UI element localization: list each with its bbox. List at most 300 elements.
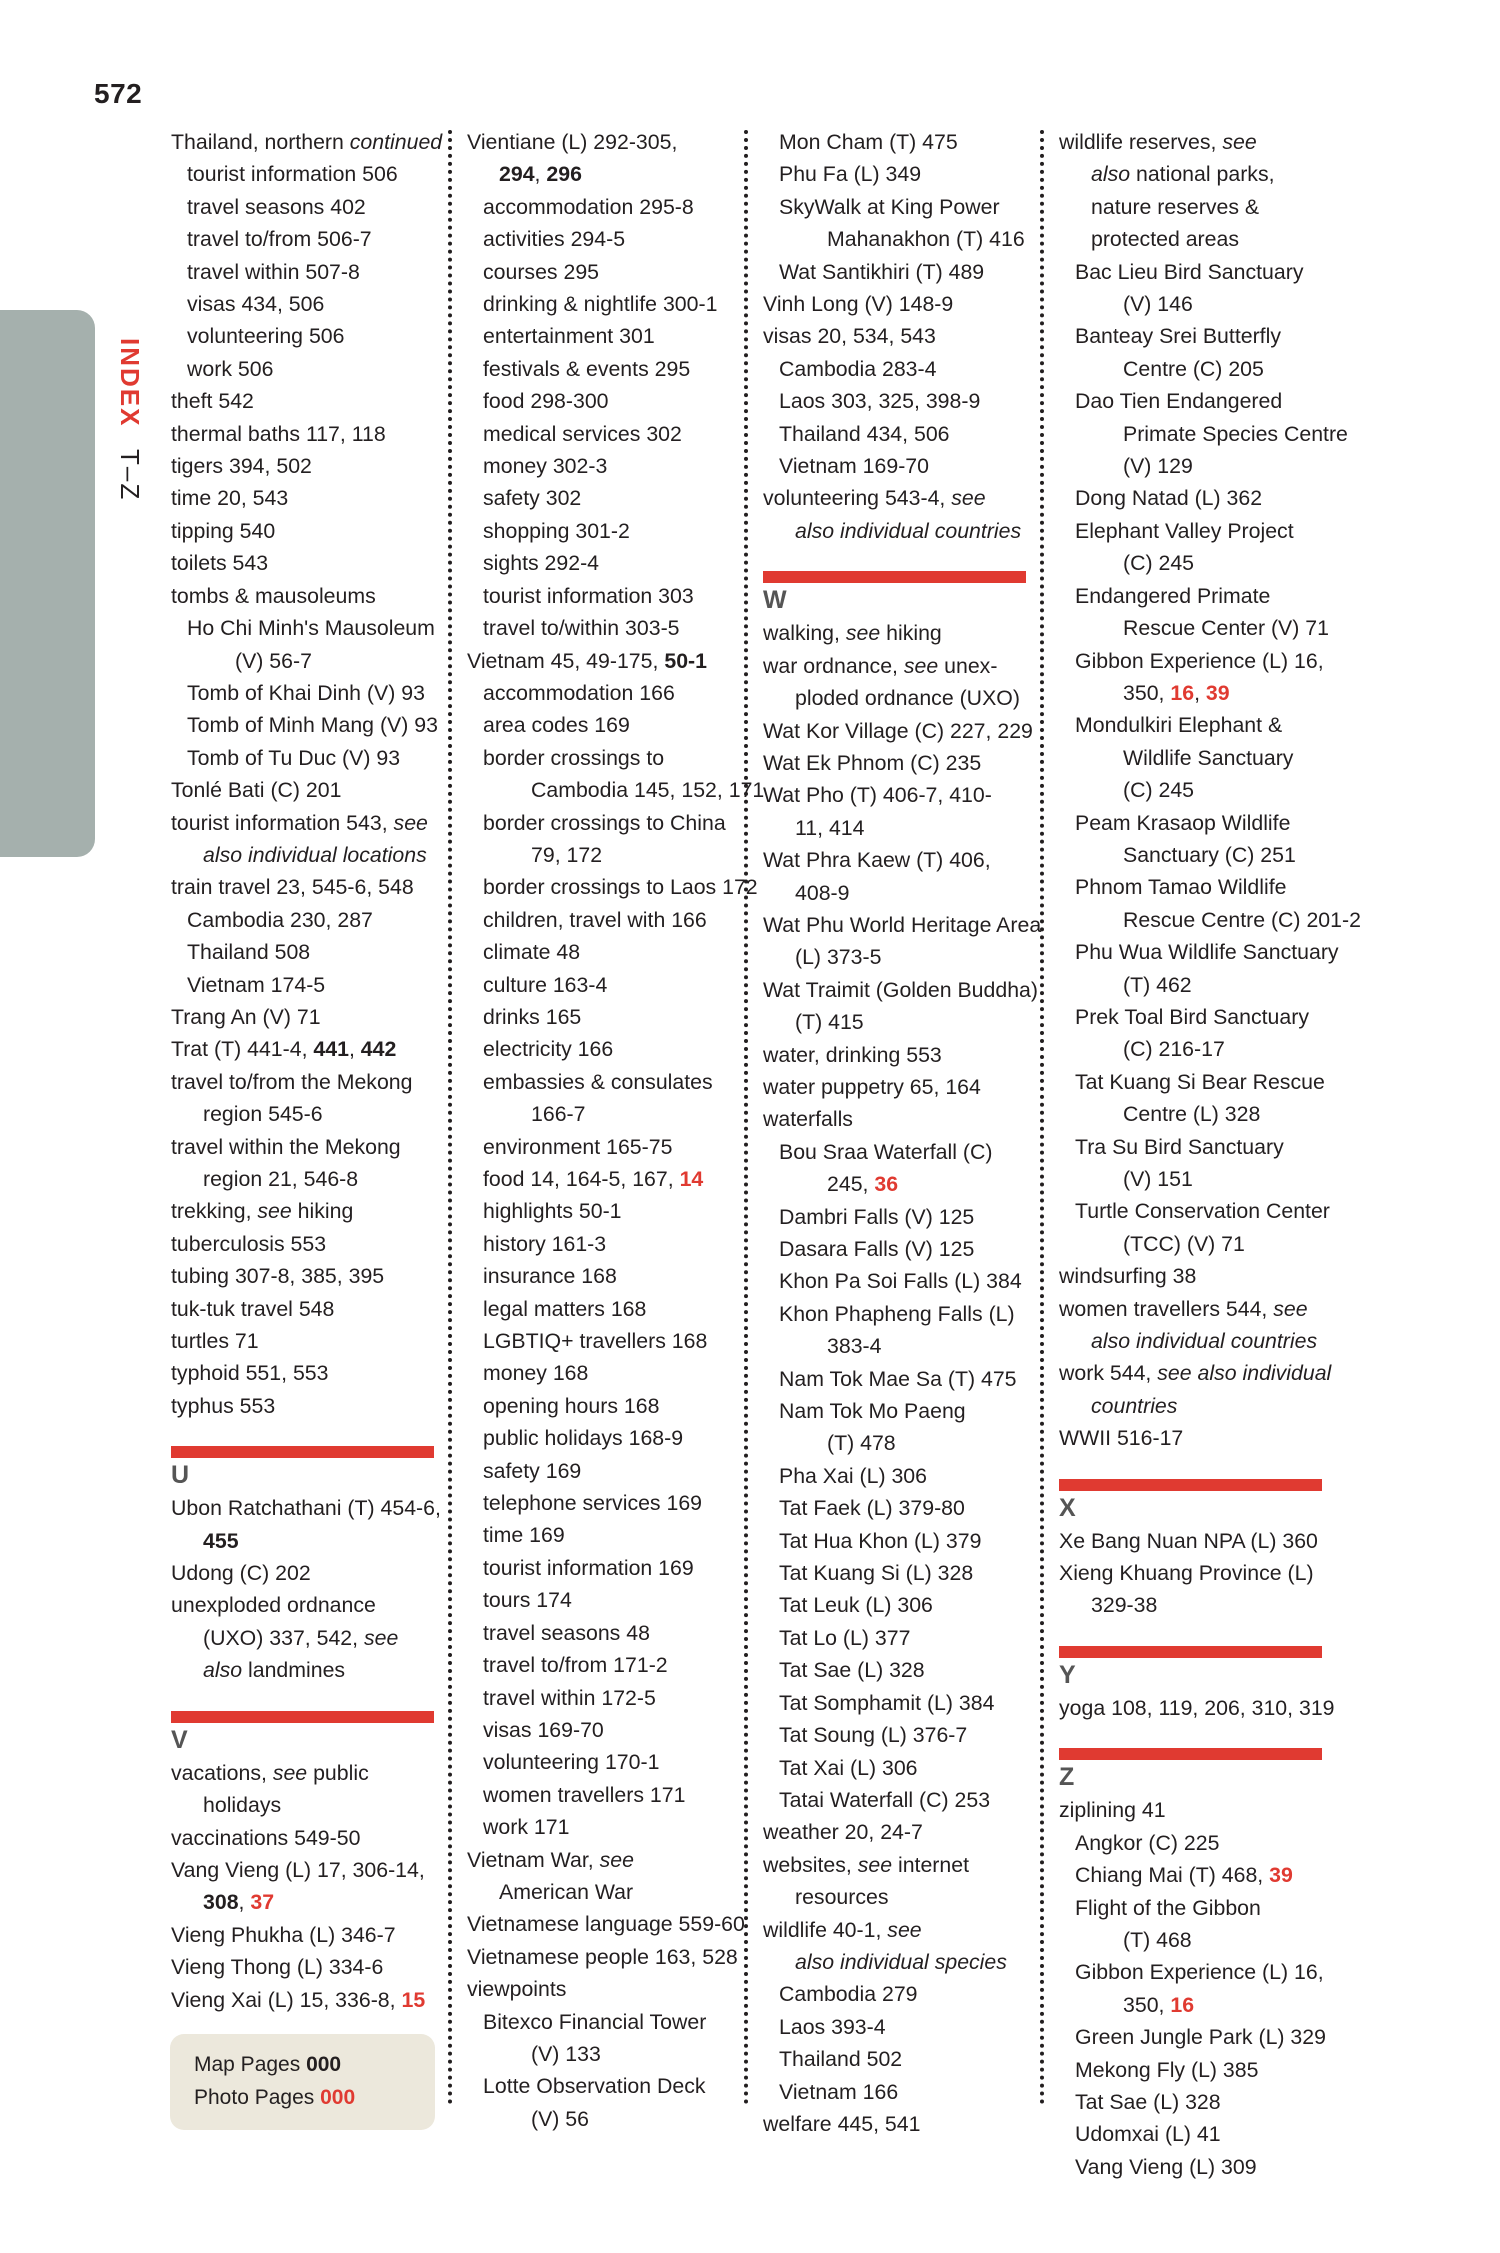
index-entry [171,1357,439,1389]
entry-line [483,1686,656,1710]
index-subentry [171,223,439,255]
entry-text: medical services 302 [483,421,682,446]
index-subentry [763,2076,1031,2108]
entry-continuation-line [483,774,765,806]
entry-line [483,1621,650,1645]
entry-line [1075,2058,1258,2082]
index-entry [763,2108,1031,2140]
index-subentry [763,1687,1031,1719]
entry-text: (T) 478 [827,1431,896,1456]
entry-line [1059,1798,1166,1822]
index-entry [171,482,439,514]
entry-continuation-line [1075,1163,1327,1195]
index-subentry [467,1552,735,1584]
index-entry [763,1914,1031,1979]
entry-text: public holidays 168-9 [483,1426,684,1451]
entry-continuation-line [171,1622,439,1654]
entry-continuation-line [763,515,1031,547]
entry-line [187,357,273,381]
index-entry [171,1325,439,1357]
entry-text: Tomb of Minh Mang (V) 93 [187,713,438,738]
entry-text: Mon Cham (T) 475 [779,130,958,154]
entry-text: Dao Tien Endangered [1075,389,1283,414]
entry-text: tourist information 303 [483,583,694,608]
entry-line [467,1912,745,1936]
map-page-ref: 308 [203,1890,239,1915]
index-subentry [763,1492,1031,1524]
cross-reference-text: see also individual [1157,1361,1332,1386]
index-subentry [171,904,439,936]
cross-reference-text: see [599,1847,634,1872]
entry-text: , [348,1037,361,1062]
entry-text: Angkor (C) 225 [1075,1830,1220,1855]
entry-text: tipping 540 [171,518,276,543]
entry-line [483,357,690,381]
entry-text: vaccinations 549-50 [171,1825,361,1850]
entry-text: sights 292-4 [483,551,600,576]
index-subentry [467,612,735,644]
index-entry [763,715,1031,747]
index-entry [171,1492,439,1557]
index-subentry [467,807,735,872]
entry-continuation-line [763,877,1031,909]
entry-line [1075,1863,1293,1887]
entry-line [779,1982,918,2006]
entry-text: tuk-tuk travel 548 [171,1296,335,1321]
entry-line [779,1237,974,1261]
cross-reference-text: also [1091,162,1131,187]
entry-text: travel within 507-8 [187,259,360,284]
index-entry [171,1557,439,1589]
entry-line [1075,2025,1326,2049]
index-subentry [763,450,1031,482]
entry-text: Centre (C) 205 [1123,356,1264,381]
entry-continuation-line [171,1654,439,1686]
index-entry [763,1816,1031,1848]
entry-continuation-line [467,158,735,190]
entry-line [483,454,607,478]
entry-text: (T) 468 [1123,1927,1192,1952]
index-subentry [763,1525,1031,1557]
entry-line [187,227,372,251]
entry-text: volunteering 506 [187,324,345,349]
entry-text: Gibbon Experience (L) 16, [1075,648,1324,673]
index-subentry [1059,871,1361,936]
photo-page-ref: 39 [1205,680,1230,705]
entry-line [187,292,324,316]
index-entry [171,1951,439,1983]
entry-text: turtles 71 [171,1329,259,1354]
entry-text: border crossings to China [483,810,726,835]
entry-line [779,1496,965,1520]
entry-text: Cambodia 145, 152, 171 [531,778,765,803]
index-entry [171,515,439,547]
map-page-ref: 442 [360,1037,397,1062]
entry-text: work 506 [187,356,274,381]
index-subentry [467,1584,735,1616]
entry-line [171,1593,376,1617]
entry-line [763,1075,981,1099]
entry-line [763,783,992,807]
entry-text: Vietnamese language 559-60 [467,1912,745,1937]
entry-line [763,719,1033,743]
photo-page-ref: 14 [679,1167,704,1191]
entry-text: 79, 172 [531,842,603,867]
entry-text: Rescue Center (V) 71 [1123,616,1329,641]
index-subentry [171,969,439,1001]
entry-text: Bitexco Financial Tower [483,2009,707,2034]
entry-text: Vientiane (L) 292-305, [467,130,678,154]
section-divider-bar [171,1711,434,1723]
entry-text: Vinh Long (V) 148-9 [763,292,954,317]
index-subentry [467,256,735,288]
entry-text: Nam Tok Mae Sa (T) 475 [779,1366,1017,1391]
index-entry [1059,1357,1332,1422]
entry-line [483,1199,622,1223]
entry-text: Dasara Falls (V) 125 [779,1237,975,1261]
entry-text: Thailand 434, 506 [779,421,950,446]
entry-text: thermal baths 117, 118 [171,421,386,446]
entry-line [187,940,310,964]
entry-line [1075,1960,1324,1984]
index-entry [763,288,1031,320]
index-subentry [1059,936,1339,1001]
entry-text: time 20, 543 [171,486,289,511]
entry-line [483,1718,604,1742]
index-subentry [467,1131,735,1163]
map-pages-legend [194,2048,435,2081]
entry-text: Thailand, northern [171,130,350,154]
entry-continuation-line [779,1427,1031,1459]
index-subentry [1059,1827,1327,1859]
entry-line [483,324,655,348]
entry-text: 166-7 [531,1102,586,1127]
section-letter-heading: Y [1059,1660,1076,1689]
entry-line [483,2074,706,2098]
entry-continuation-line [171,1098,439,1130]
entry-line [187,746,400,770]
cross-reference-text: also [203,1658,243,1683]
index-entry [1059,1557,1327,1622]
entry-line [171,454,312,478]
index-entry [171,1066,439,1131]
cross-reference-text: also individual species [795,1949,1007,1974]
entry-line [1059,1426,1183,1450]
entry-text: wildlife 40-1, [763,1917,888,1942]
entry-line [483,292,717,316]
entry-text: 350, [1123,1992,1171,2017]
photo-page-ref: 37 [250,1890,275,1915]
entry-text: electricity 166 [483,1037,614,1062]
entry-text: holidays [203,1793,282,1818]
entry-text: Thailand 508 [187,940,311,965]
index-subentry [763,353,1031,385]
entry-line [763,978,1038,1002]
entry-text: Bou Sraa Waterfall (C) [779,1139,993,1164]
index-subentry [1059,256,1327,321]
index-subentry [467,2006,735,2071]
index-subentry [1059,1131,1327,1196]
entry-text: Dambri Falls (V) 125 [779,1204,975,1229]
entry-text: train travel 23, 545-6, 548 [171,875,414,900]
entry-continuation-line [763,1006,1031,1038]
entry-line [779,1788,990,1812]
entry-line [171,1858,425,1882]
entry-text: , [1194,680,1206,705]
cross-reference-text: see [845,621,881,646]
entry-text: embassies & consulates [483,1069,713,1094]
entry-line [467,1848,634,1872]
entry-text: (L) 373-5 [795,945,882,970]
entry-line [1059,1361,1331,1385]
entry-continuation-line [1075,450,1327,482]
entry-line [483,1426,683,1450]
entry-continuation-line [1075,353,1327,385]
entry-text: Cambodia 230, 287 [187,907,373,932]
entry-line [763,292,953,316]
entry-line [763,324,936,348]
entry-text: visas 169-70 [483,1717,604,1742]
entry-text: Wildlife Sanctuary [1123,745,1294,770]
entry-text: Mondulkiri Elephant & [1075,713,1283,738]
entry-line [1075,1896,1261,1920]
index-subentry [1059,2151,1327,2183]
entry-text: weather 20, 24-7 [763,1820,923,1845]
entry-text: Tomb of Tu Duc (V) 93 [187,745,401,770]
entry-text: Vietnam 45, 49-175, [467,648,665,673]
index-subentry [1059,385,1348,482]
entry-text: Green Jungle Park (L) 329 [1075,2025,1326,2050]
index-entry [171,450,439,482]
column-divider [448,130,452,2106]
entry-line [187,195,366,219]
entry-text: tuberculosis 553 [171,1231,327,1256]
index-subentry [467,1293,735,1325]
cross-reference-text: see [951,486,986,511]
entry-line [779,162,921,186]
map-pages-label: Map Pages [194,2053,307,2076]
entry-line [483,1556,694,1580]
entry-continuation-line [483,839,735,871]
entry-text: WWII 516-17 [1059,1426,1184,1451]
entry-text: walking, [763,621,846,646]
entry-line [483,940,580,964]
index-entry [763,482,1031,547]
index-entry [763,747,1031,779]
entry-line [483,1653,668,1677]
entry-continuation-line [1075,904,1361,936]
map-page-ref: 455 [203,1528,239,1553]
entry-line [483,422,682,446]
entry-continuation-line [1075,547,1327,579]
index-subentry [467,1325,735,1357]
entry-line [779,389,980,413]
entry-line [483,1491,702,1515]
index-subentry [1059,320,1327,385]
entry-text: water, drinking 553 [763,1042,942,1067]
entry-continuation-line [171,1163,439,1195]
entry-text: volunteering 170-1 [483,1750,660,1775]
cross-reference-text: see [903,653,939,678]
cross-reference-text: see [364,1625,399,1650]
index-subentry [467,418,735,450]
entry-text: (C) 216-17 [1123,1037,1225,1062]
index-subentry [1059,2054,1327,2086]
entry-text: toilets 543 [171,551,269,576]
entry-text: welfare 445, 541 [763,2111,921,2136]
index-entry [467,1844,735,1909]
index-subentry [1059,1892,1327,1957]
photo-pages-legend [194,2081,435,2114]
entry-text: Vietnamese people 163, 528 [467,1944,738,1969]
entry-text: Tat Faek (L) 379-80 [779,1496,965,1521]
index-subentry [467,1779,735,1811]
entry-text: 408-9 [795,880,850,905]
entry-continuation-line [1075,288,1327,320]
section-divider-bar [1059,1479,1322,1491]
entry-line [779,1658,925,1682]
entry-continuation-line [1059,1589,1327,1621]
section-letter-heading: X [1059,1493,1076,1522]
entry-text: Vang Vieng (L) 17, 306-14, [171,1857,425,1882]
index-entry [171,385,439,417]
entry-line [483,2010,706,2034]
index-subentry [467,904,735,936]
entry-text: Wat Pho (T) 406-7, 410- [763,783,992,808]
entry-line [171,1005,321,1029]
cross-reference-text: see [1273,1296,1308,1321]
entry-text: websites, [763,1852,858,1877]
entry-line [171,1264,384,1288]
entry-text: internet [892,1852,969,1877]
entry-text: Wat Kor Village (C) 227, 229 [763,718,1033,743]
index-subentry [171,158,439,190]
entry-text: Tat Leuk (L) 306 [779,1593,933,1618]
entry-text: courses 295 [483,259,600,284]
index-subentry [763,1460,1031,1492]
entry-continuation-line [1059,191,1327,223]
entry-text: travel within 172-5 [483,1685,656,1710]
entry-text: LGBTIQ+ travellers 168 [483,1329,708,1354]
index-subentry [1059,1956,1327,2021]
section-divider-bar [763,571,1026,583]
entry-line [763,1853,969,1877]
entry-text: Elephant Valley Project [1075,518,1294,543]
entry-line [1075,1831,1219,1855]
entry-text: 11, 414 [795,815,865,840]
entry-text: typhus 553 [171,1393,276,1418]
entry-text: Vieng Xai (L) 15, 336-8, [171,1987,402,2012]
index-subentry [467,353,735,385]
photo-page-ref: 16 [1170,1992,1195,2017]
entry-text: travel to/from the Mekong [171,1069,413,1094]
index-subentry [171,709,439,741]
entry-line [171,389,254,413]
index-subentry [467,1617,735,1649]
entry-line [1075,713,1282,737]
section-divider-bar [1059,1748,1322,1760]
entry-continuation-line [1075,774,1327,806]
entry-continuation-line [171,839,439,871]
entry-line [1075,1070,1325,1094]
entry-line [1075,389,1282,413]
cross-reference-text: see [393,810,428,835]
entry-text: Pha Xai (L) 306 [779,1463,927,1488]
index-subentry [763,1752,1031,1784]
entry-line [483,1750,659,1774]
entry-text: Sanctuary (C) 251 [1123,842,1296,867]
entry-line [779,357,936,381]
entry-line [779,1529,981,1553]
entry-line [763,1918,922,1942]
entry-line [483,1297,646,1321]
entry-line [483,746,664,770]
entry-text: accommodation 166 [483,680,675,705]
index-label: INDEX [115,338,145,428]
index-entry [763,650,1031,715]
entry-line [483,227,625,251]
entry-line [1075,1199,1330,1223]
entry-text: tours 174 [483,1588,572,1613]
entry-text: Tat Kuang Si (L) 328 [779,1561,974,1586]
index-entry [763,1103,1031,1135]
entry-continuation-line [779,1168,1031,1200]
entry-text: tourist information 543, [171,810,394,835]
entry-text: unex- [938,653,998,678]
cross-reference-text: also individual locations [203,842,427,867]
entry-continuation-line [1075,742,1327,774]
entry-line [171,1037,396,1061]
entry-line [1059,130,1257,154]
entry-text: visas 434, 506 [187,292,325,317]
index-entry [467,1973,735,2005]
entry-line [779,1140,992,1164]
entry-text: public [307,1760,369,1785]
entry-continuation-line [779,223,1031,255]
index-subentry [763,191,1031,256]
index-subentry [467,1260,735,1292]
index-subentry [1059,2021,1327,2053]
entry-text: nature reserves & [1091,194,1260,219]
entry-line [1075,2155,1257,2179]
entry-text: windsurfing 38 [1059,1264,1197,1289]
index-entry [1059,1692,1335,1724]
entry-line [763,913,1041,937]
index-entry [1059,1422,1327,1454]
entry-text: 329-38 [1091,1593,1158,1618]
entry-text: Flight of the Gibbon [1075,1895,1261,1920]
index-subentry [467,482,735,514]
entry-text: travel to/from 506-7 [187,227,372,252]
entry-text: money 168 [483,1361,589,1386]
index-entry [171,1195,439,1227]
index-entry [467,645,735,677]
cross-reference-text: see [887,1917,922,1942]
entry-text: Phu Fa (L) 349 [779,162,922,187]
entry-line [779,1464,927,1488]
index-entry [467,1908,745,1940]
entry-line [187,908,373,932]
index-subentry [467,1682,735,1714]
entry-continuation-line [1075,612,1327,644]
entry-line [763,1043,942,1067]
entry-text: telephone services 169 [483,1491,703,1516]
entry-line [483,1070,713,1094]
section-divider-bar [1059,1646,1322,1658]
entry-line [467,1945,738,1969]
index-entry [763,1849,1031,1914]
entry-line [483,1815,569,1839]
